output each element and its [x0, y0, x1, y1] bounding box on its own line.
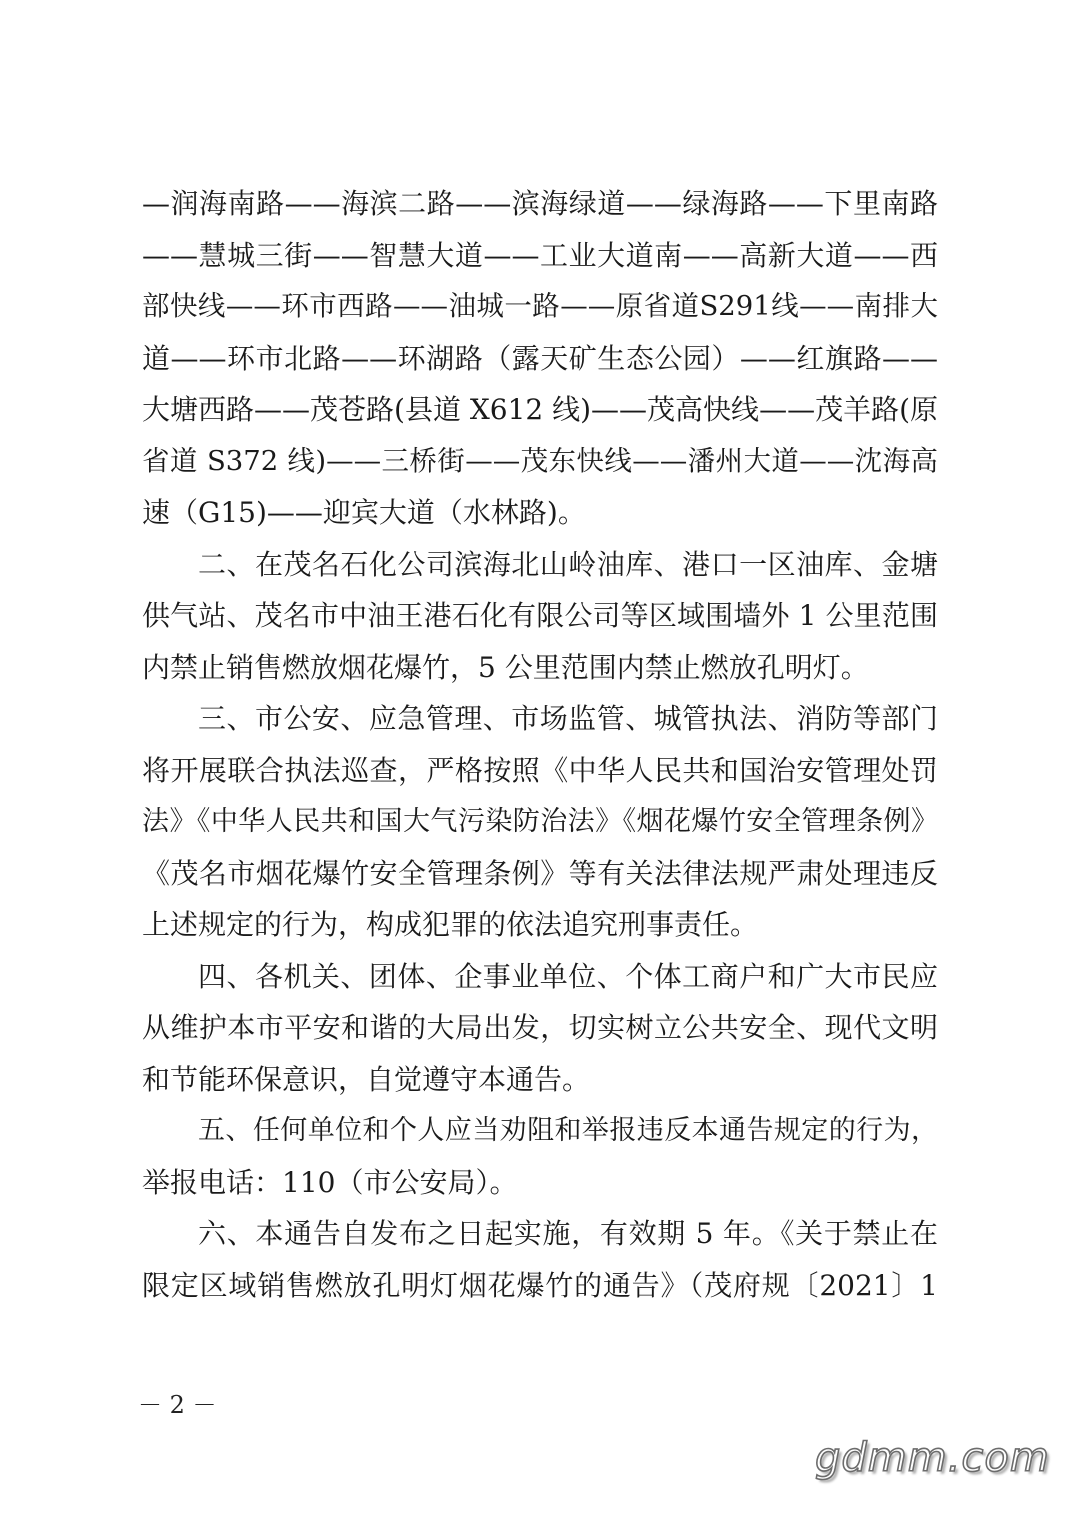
text-line: 省道 S372 线)——三桥街——茂东快线——潘州大道——沈海高	[142, 444, 938, 477]
text-line: 二、在茂名石化公司滨海北山岭油库、港口一区油库、金塘	[198, 547, 938, 581]
text-line: 和节能环保意识，自觉遵守本通告。	[142, 1062, 591, 1096]
page-number: － 2 －	[138, 1391, 217, 1419]
text-line: 三、市公安、应急管理、市场监管、城管执法、消防等部门	[198, 702, 938, 735]
text-line: 法》《中华人民共和国大气污染防治法》《烟花爆竹安全管理条例》	[142, 806, 938, 837]
text-line: 部快线——环市西路——油城一路——原省道S291线——南排大	[142, 290, 938, 322]
text-line: 六、本通告自发布之日起实施，有效期 5 年。《关于禁止在	[198, 1217, 938, 1250]
text-line: 五、任何单位和个人应当劝阻和举报违反本通告规定的行为，	[198, 1115, 938, 1146]
watermark-logo: gdmm.com	[815, 1435, 1050, 1481]
text-line: 将开展联合执法巡查，严格按照《中华人民共和国治安管理处罚	[142, 753, 938, 787]
paragraph-clause-3	[142, 693, 938, 951]
text-line: 从维护本市平安和谐的大局出发，切实树立公共安全、现代文明	[142, 1011, 938, 1044]
text-line: 《茂名市烟花爆竹安全管理条例》等有关法律法规严肃处理违反	[142, 856, 938, 890]
text-line: 道——环市北路——环湖路（露天矿生态公园）——红旗路——	[142, 341, 938, 375]
document-body	[142, 178, 938, 1311]
text-line: 限定区域销售燃放孔明灯烟花爆竹的通告》（茂府规〔2021〕1	[142, 1268, 938, 1302]
paragraph-clause-4	[142, 951, 938, 1106]
paragraph-clause-6	[142, 1208, 938, 1311]
text-line: 四、各机关、团体、企事业单位、个体工商户和广大市民应	[198, 959, 938, 993]
paragraph-clause-2	[142, 539, 938, 694]
text-line: 供气站、茂名市中油王港石化有限公司等区域围墙外 1 公里范围	[142, 599, 938, 632]
paragraph-route-continuation	[142, 178, 938, 539]
text-line: ——慧城三街——智慧大道——工业大道南——高新大道——西	[142, 238, 938, 272]
text-line: —润海南路——海滨二路——滨海绿道——绿海路——下里南路	[142, 187, 938, 220]
text-line: 大塘西路——茂苍路(县道 X612 线)——茂高快线——茂羊路(原	[142, 393, 938, 426]
text-line: 内禁止销售燃放烟花爆竹，5 公里范围内禁止燃放孔明灯。	[142, 650, 869, 684]
text-line: 速（G15)——迎宾大道（水林路)。	[142, 496, 586, 529]
text-line: 举报电话：110（市公安局）。	[142, 1165, 518, 1199]
paragraph-clause-5	[142, 1105, 938, 1208]
text-line: 上述规定的行为，构成犯罪的依法追究刑事责任。	[142, 908, 759, 941]
